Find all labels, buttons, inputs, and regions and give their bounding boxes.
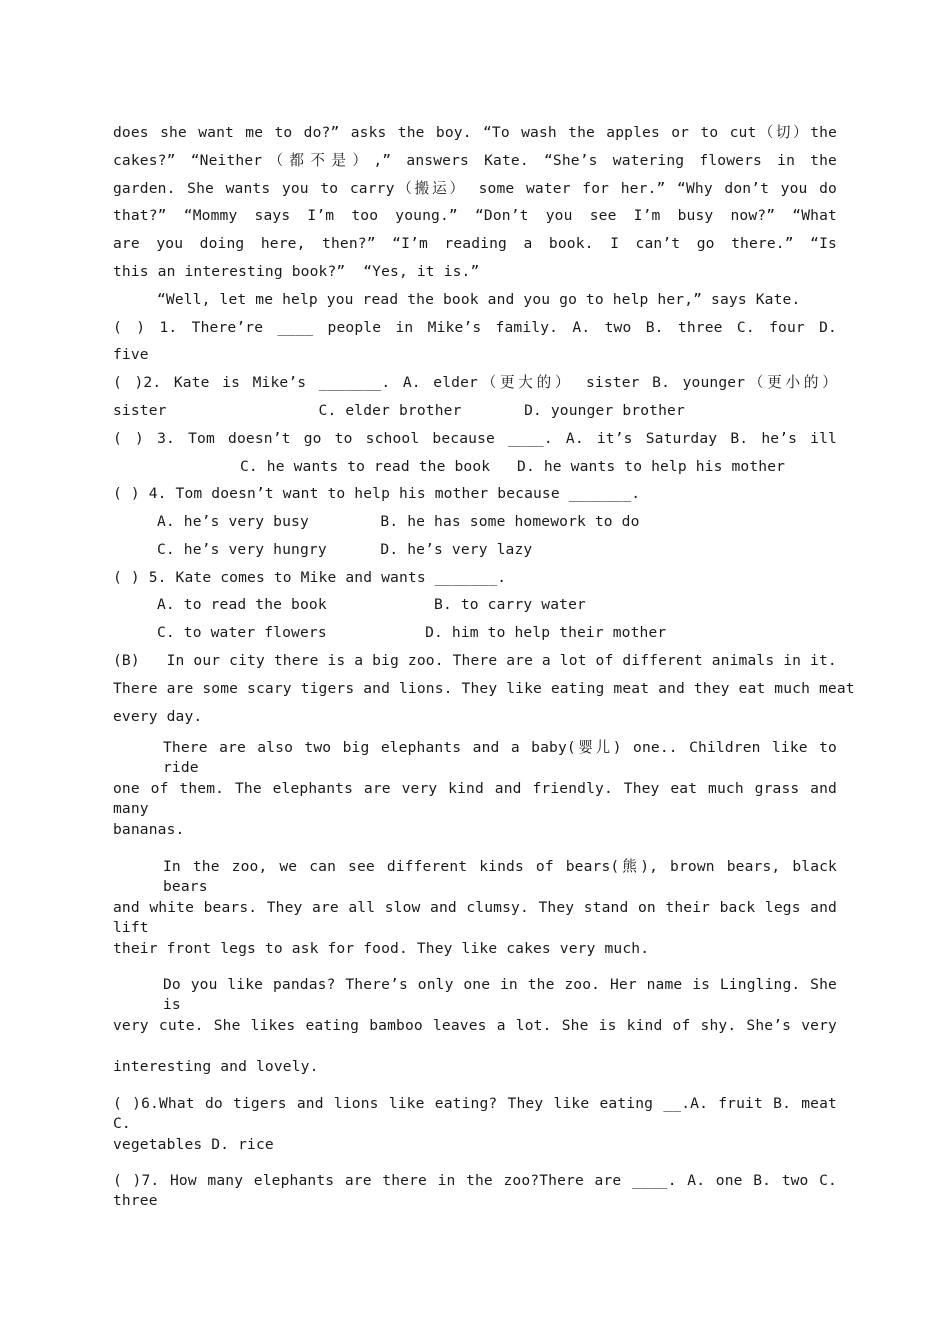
passage-a-line: are you doing here, then?” “I’m reading a book. I can’t go there.” “Is bbox=[113, 235, 837, 252]
question-5: ( ) 5. Kate comes to Mike and wants _______. bbox=[113, 569, 507, 586]
passage-b-intro: every day. bbox=[113, 708, 203, 725]
passage-b-intro: (B) In our city there is a big zoo. There are a lot of different animals in it. bbox=[113, 652, 837, 669]
question-1: ( ) 1. There’re ____ people in Mike’s family. A. two B. three C. four D. bbox=[113, 319, 837, 336]
question-2-options: sister C. elder brother D. younger brother bbox=[113, 402, 685, 419]
question-4: ( ) 4. Tom doesn’t want to help his mother because _______. bbox=[113, 485, 641, 502]
passage-b-elephants: There are also two big elephants and a baby(婴儿) one.. Children like to ride bbox=[163, 739, 837, 776]
question-1-cont: five bbox=[113, 346, 149, 363]
question-2: ( )2. Kate is Mike’s _______. A. elder（更大的） sister B. younger（更小的） bbox=[113, 374, 837, 391]
passage-a-line: cakes?” “Neither（都不是）,” answers Kate. “She’s watering flowers in the bbox=[113, 152, 837, 169]
question-6-options: vegetables D. rice bbox=[113, 1136, 274, 1153]
passage-b-pandas: very cute. She likes eating bamboo leaves a lot. She is kind of shy. She’s very bbox=[113, 1017, 837, 1034]
question-4-options-cd: C. he’s very hungry D. he’s very lazy bbox=[157, 541, 533, 558]
passage-a-line: that?” “Mommy says I’m too young.” “Don’t you see I’m busy now?” “What bbox=[113, 207, 837, 224]
passage-a-line: this an interesting book?” “Yes, it is.” bbox=[113, 263, 480, 280]
passage-b-elephants: one of them. The elephants are very kind and friendly. They eat much grass and many bbox=[113, 780, 837, 817]
passage-b-bears: their front legs to ask for food. They like cakes very much. bbox=[113, 940, 650, 957]
passage-a-line: garden. She wants you to carry（搬运） some water for her.” “Why don’t you do bbox=[113, 180, 837, 197]
question-6: ( )6.What do tigers and lions like eating? They like eating __.A. fruit B. meat C. bbox=[113, 1095, 837, 1132]
question-3-options: C. he wants to read the book D. he wants to help his mother bbox=[240, 458, 786, 475]
passage-b-intro: There are some scary tigers and lions. They like eating meat and they eat much meat bbox=[113, 680, 855, 697]
question-5-options-ab: A. to read the book B. to carry water bbox=[157, 596, 586, 613]
passage-a-closing: “Well, let me help you read the book and you go to help her,” says Kate. bbox=[157, 291, 801, 308]
passage-a-line: does she want me to do?” asks the boy. “To wash the apples or to cut（切）the bbox=[113, 124, 837, 141]
question-7: ( )7. How many elephants are there in the zoo?There are ____. A. one B. two C. three bbox=[113, 1172, 837, 1209]
question-5-options-cd: C. to water flowers D. him to help their mother bbox=[157, 624, 667, 641]
passage-b-bears: and white bears. They are all slow and clumsy. They stand on their back legs and lift bbox=[113, 899, 837, 936]
question-3: ( ) 3. Tom doesn’t go to school because ____. A. it’s Saturday B. he’s ill bbox=[113, 430, 837, 447]
question-4-options-ab: A. he’s very busy B. he has some homework to do bbox=[157, 513, 640, 530]
passage-b-pandas: Do you like pandas? There’s only one in the zoo. Her name is Lingling. She is bbox=[163, 976, 837, 1013]
passage-b-elephants: bananas. bbox=[113, 821, 185, 838]
passage-b-pandas: interesting and lovely. bbox=[113, 1058, 319, 1075]
passage-b-bears: In the zoo, we can see different kinds of bears(熊), brown bears, black bears bbox=[163, 858, 837, 895]
